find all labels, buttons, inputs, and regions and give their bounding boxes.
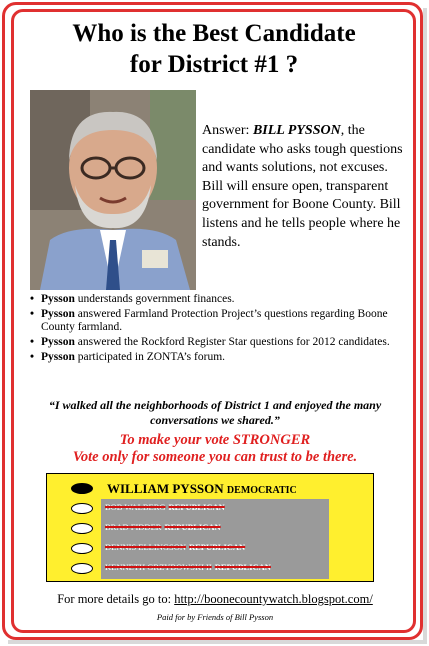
list-item xyxy=(30,351,390,364)
winner-name: WILLIAM PYSSON xyxy=(107,481,224,496)
page-shadow-bottom xyxy=(8,640,427,644)
candidate-quote: “I walked all the neighborhoods of District 1 and enjoyed the many conversations we shared.” xyxy=(48,398,382,427)
crossed-out-candidates xyxy=(101,499,329,579)
title-line-1: Who is the Best Candidate xyxy=(72,20,356,47)
paid-for-notice: Paid for by Friends of Bill Pysson xyxy=(156,612,274,622)
struck-party: REPUBLICAN xyxy=(168,502,225,512)
page-shadow-right xyxy=(423,8,427,642)
struck-party: REPUBLICAN xyxy=(188,542,246,552)
title-line-2: for District #1 ? xyxy=(129,51,299,78)
flyer-title xyxy=(14,18,414,80)
slogan xyxy=(20,432,410,466)
portrait-illustration xyxy=(30,90,196,290)
empty-oval-icon xyxy=(71,563,93,574)
list-item-bold: Pysson xyxy=(41,336,75,348)
struck-candidate xyxy=(105,502,225,512)
filled-oval-icon xyxy=(71,483,93,494)
list-item-text: answered Farmland Protection Project’s questions regarding Boone County farmland. xyxy=(41,308,388,333)
ballot-row xyxy=(47,500,375,518)
more-details xyxy=(20,592,410,607)
accomplishments-list xyxy=(30,293,390,366)
more-details-prefix: For more details go to: xyxy=(57,592,175,606)
struck-candidate xyxy=(105,542,245,552)
struck-name: BOB WALBERG xyxy=(105,502,166,512)
ballot-row xyxy=(47,520,375,538)
slogan-line-2: Vote only for someone you can trust to be there. xyxy=(72,449,358,465)
struck-party: REPUBLICAN xyxy=(214,562,271,572)
list-item-bold: Pysson xyxy=(41,308,75,320)
list-item-bold: Pysson xyxy=(41,293,75,305)
answer-paragraph xyxy=(202,122,407,252)
list-item-text: participated in ZONTA’s forum. xyxy=(74,351,226,363)
struck-name: BRAD FIDDER xyxy=(105,522,162,532)
sample-ballot xyxy=(46,473,374,582)
ballot-row xyxy=(47,560,375,578)
list-item-text: understands government finances. xyxy=(74,293,235,305)
struck-name: DENNIS ELLINGSON xyxy=(105,542,186,552)
empty-oval-icon xyxy=(71,523,93,534)
candidate-name: BILL PYSSON xyxy=(252,123,341,138)
struck-party: REPUBLICAN xyxy=(164,522,221,532)
blog-link[interactable]: http://boonecountywatch.blogspot.com/ xyxy=(174,592,373,606)
candidate-photo xyxy=(30,90,196,290)
answer-text: , the candidate who asks tough questions and wants solutions, not excuses. Bill will ensure open, transparent government for Boone County. Bill listens and he tells people where he stands. xyxy=(202,123,403,250)
slogan-line-1: To make your vote STRONGER xyxy=(119,432,311,448)
list-item xyxy=(30,293,390,306)
ballot-row-winner xyxy=(47,480,375,498)
struck-candidate xyxy=(105,562,271,572)
ballot-row xyxy=(47,540,375,558)
empty-oval-icon xyxy=(71,543,93,554)
list-item xyxy=(30,336,390,349)
winner-party: DEMOCRATIC xyxy=(226,485,297,496)
list-item xyxy=(30,308,390,334)
struck-candidate xyxy=(105,522,221,532)
list-item-bold: Pysson xyxy=(41,351,75,363)
answer-prefix: Answer: xyxy=(202,123,253,138)
struck-name: KENNETH GRZYBOWSKI II xyxy=(105,562,212,572)
winner-candidate xyxy=(107,481,297,497)
empty-oval-icon xyxy=(71,503,93,514)
list-item-text: answered the Rockford Register Star questions for 2012 candidates. xyxy=(74,336,390,348)
